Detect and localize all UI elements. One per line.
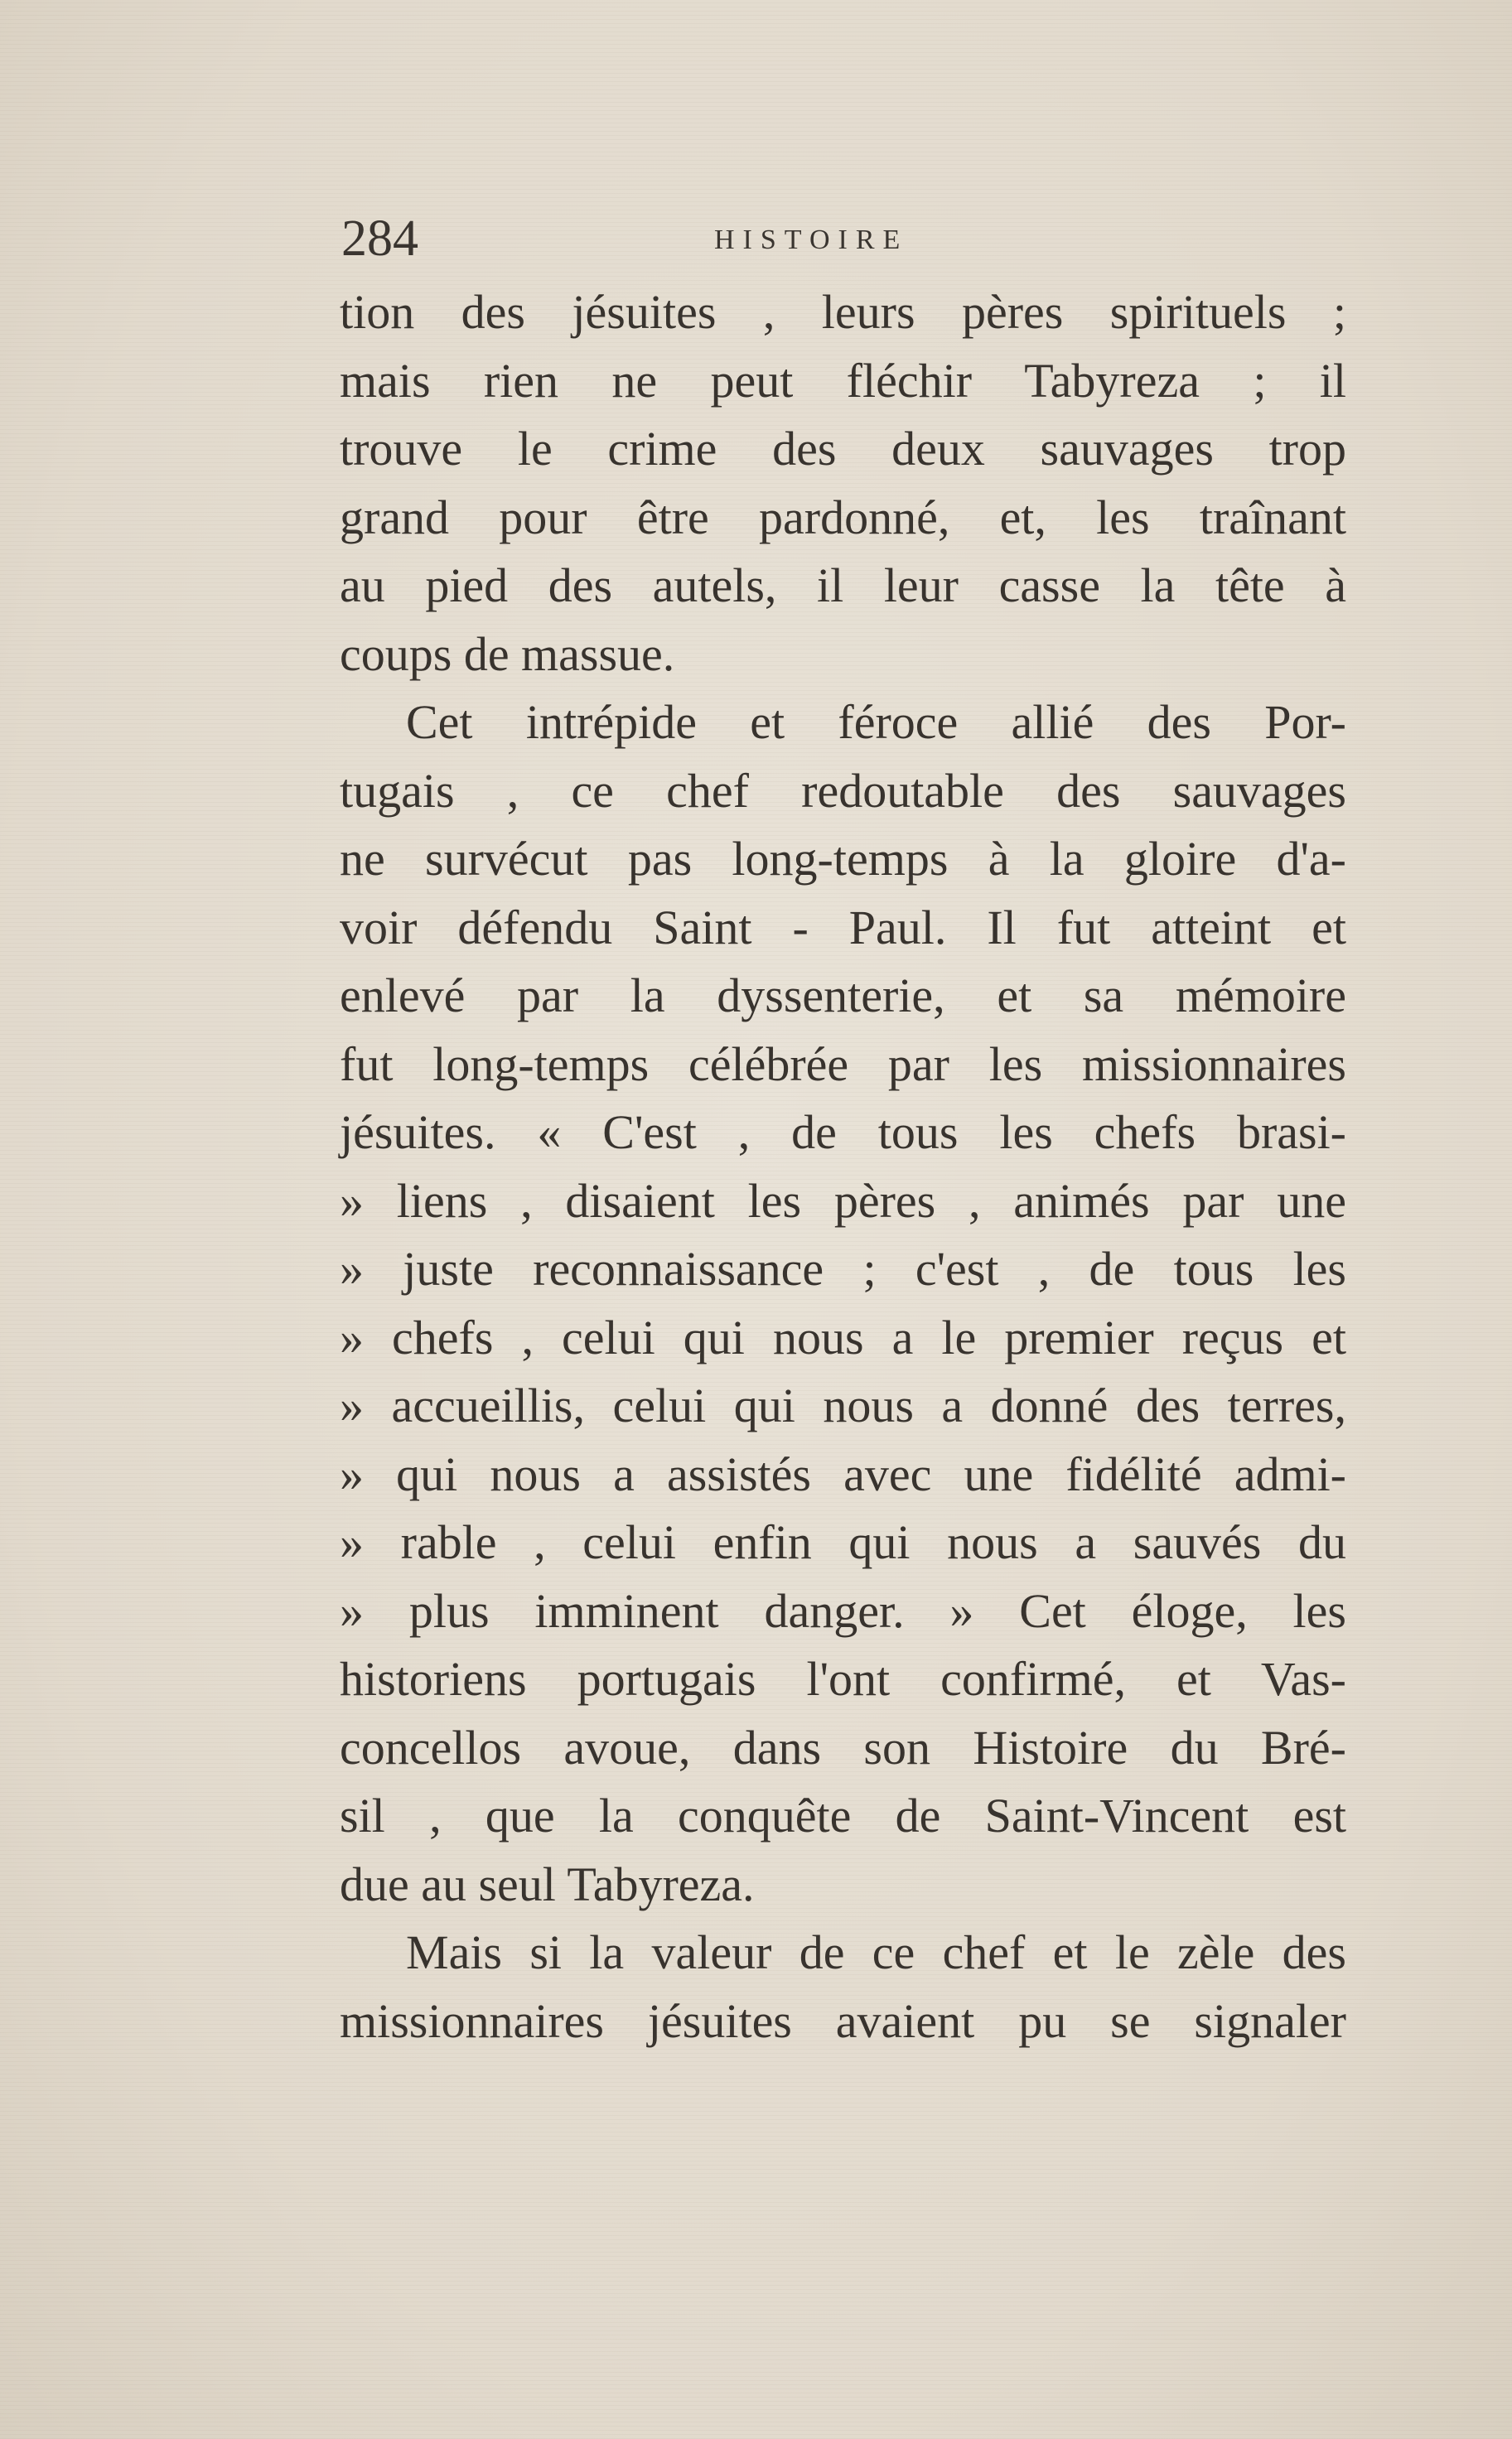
text-line: enlevé par la dyssenterie, et sa mémoire [340,968,1346,1022]
page-header [341,205,1360,272]
text-line: due au seul Tabyreza. [340,1857,755,1911]
text-line: concellos avoue, dans son Histoire du Bré- [340,1720,1346,1775]
running-head: HISTOIRE [714,225,909,255]
text-line: Cet intrépide et féroce allié des Por- [406,695,1346,749]
text-line: ne survécut pas long-temps à la gloire d'a- [340,832,1346,886]
text-line: sil , que la conquête de Saint-Vincent est [340,1789,1346,1843]
text-line: Mais si la valeur de ce chef et le zèle des [406,1925,1346,1979]
text-line: grand pour être pardonné, et, les traînant [340,490,1346,544]
text-line: coups de massue. [340,626,675,681]
text-line: » juste reconnaissance ; c'est , de tous les [340,1242,1346,1296]
page-number: 284 [341,210,418,267]
text-line: tion des jésuites , leurs pères spirituels ; [340,285,1346,339]
text-line: » chefs , celui qui nous a le premier reçus et [340,1310,1346,1364]
text-line: » liens , disaient les pères , animés par une [340,1173,1346,1228]
text-line: missionnaires jésuites avaient pu se signaler [340,1993,1346,2048]
text-line: » plus imminent danger. » Cet éloge, les [340,1583,1346,1638]
text-line: voir défendu Saint - Paul. Il fut atteint et [340,900,1346,954]
text-line: » qui nous a assistés avec une fidélité admi- [340,1446,1346,1501]
text-line: jésuites. « C'est , de tous les chefs brasi- [340,1105,1346,1159]
text-line: historiens portugais l'ont confirmé, et Vas- [340,1652,1346,1706]
text-line: fut long-temps célébrée par les missionnaires [340,1036,1346,1091]
body-text [340,278,1346,2055]
text-line: » rable , celui enfin qui nous a sauvés du [340,1515,1346,1569]
text-line: au pied des autels, il leur casse la tête à [340,558,1346,612]
text-line: trouve le crime des deux sauvages trop [340,422,1346,476]
text-line: tugais , ce chef redoutable des sauvages [340,763,1346,818]
text-line: mais rien ne peut fléchir Tabyreza ; il [340,353,1346,408]
text-line: » accueillis, celui qui nous a donné des terres, [340,1379,1346,1432]
